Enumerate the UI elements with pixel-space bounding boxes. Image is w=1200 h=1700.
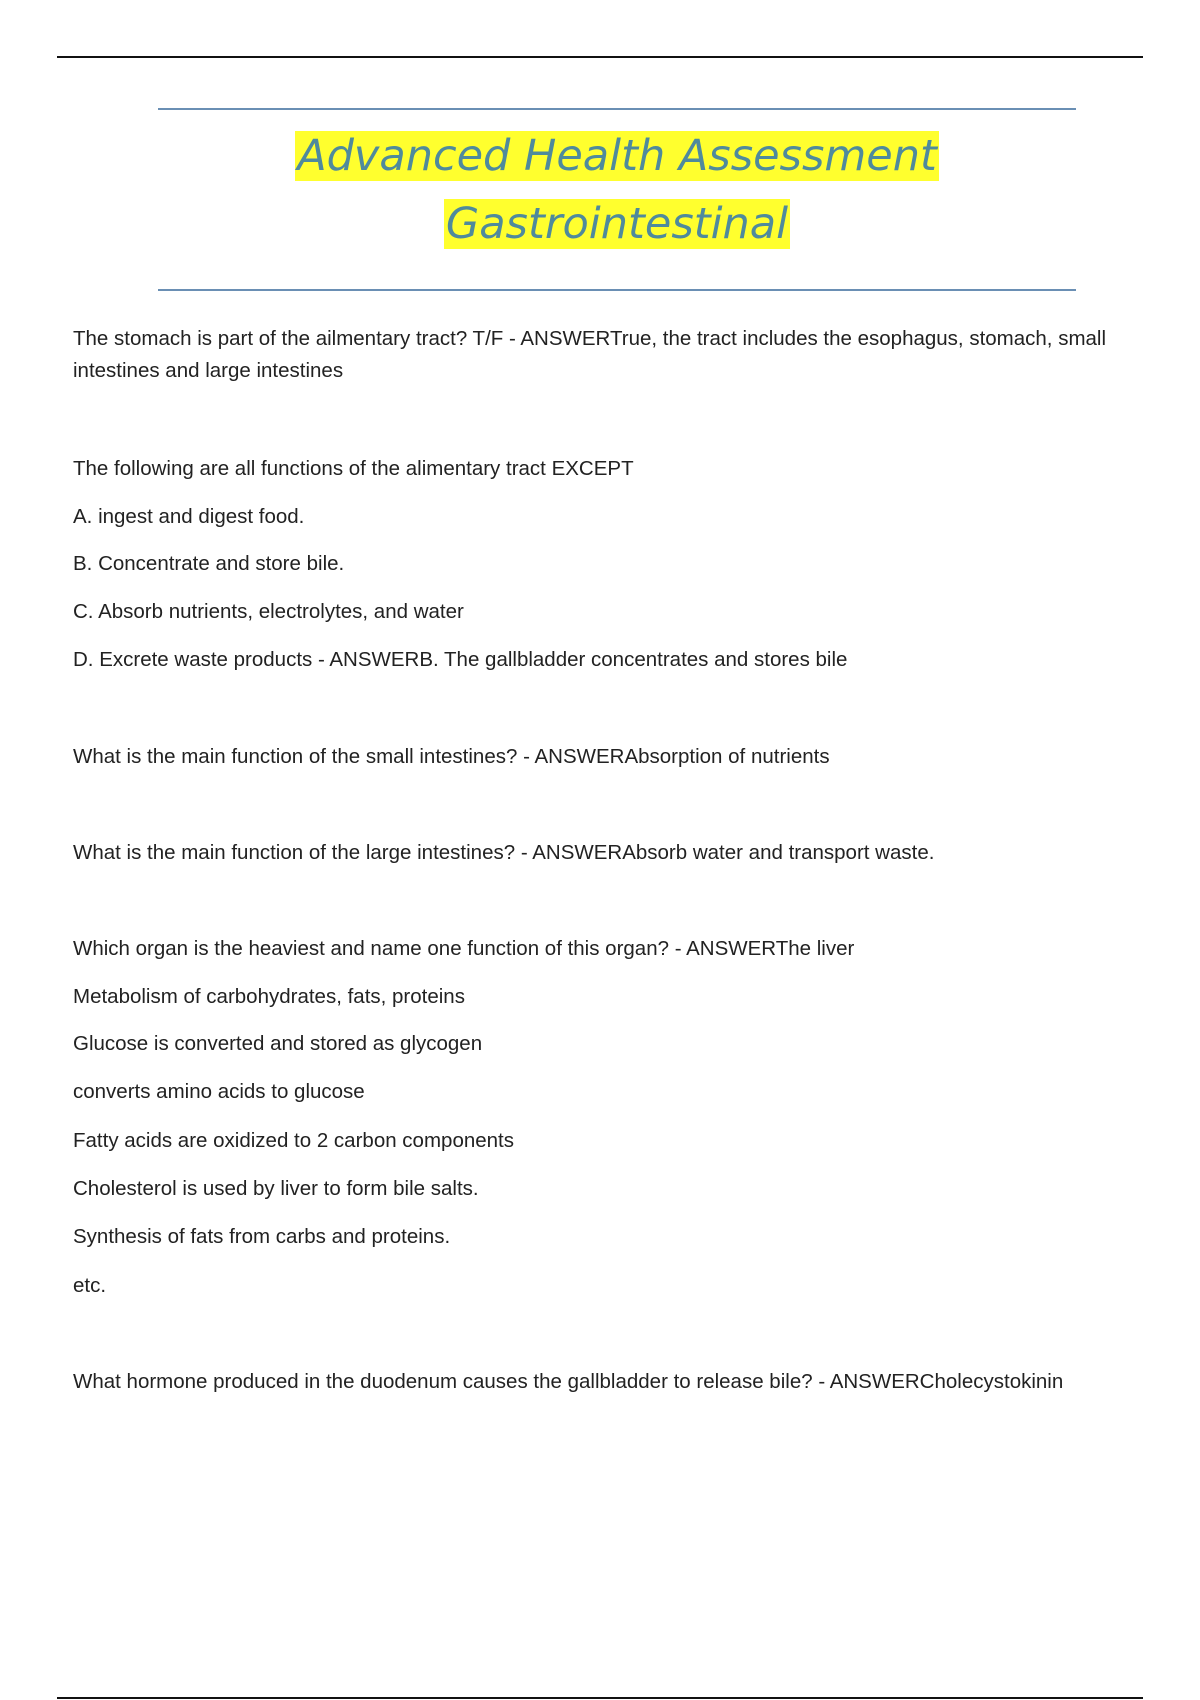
liver-function-line: etc. bbox=[73, 1274, 107, 1297]
liver-function-line: Fatty acids are oxidized to 2 carbon components bbox=[73, 1129, 514, 1152]
title-bottom-divider bbox=[158, 289, 1076, 291]
question-heaviest-organ: Which organ is the heaviest and name one function of this organ? - ANSWERThe liver bbox=[73, 937, 855, 960]
question-stomach: The stomach is part of the ailmentary tract? T/F - ANSWERTrue, the tract includes the esophagus, stomach, small intestines and large intestines bbox=[73, 327, 1107, 382]
page-top-rule bbox=[57, 56, 1143, 58]
title-line-2: Gastrointestinal bbox=[445, 199, 789, 249]
liver-function-line: Glucose is converted and stored as glycogen bbox=[73, 1032, 483, 1055]
title-line-1: Advanced Health Assessment bbox=[297, 131, 937, 181]
document-title bbox=[158, 122, 1076, 258]
title-top-divider bbox=[158, 108, 1076, 110]
question-duodenum-hormone: What hormone produced in the duodenum causes the gallbladder to release bile? - ANSWERCholecystokinin bbox=[73, 1370, 1064, 1393]
option-a: A. ingest and digest food. bbox=[73, 505, 305, 528]
liver-function-line: Cholesterol is used by liver to form bile salts. bbox=[73, 1177, 479, 1200]
option-d: D. Excrete waste products - ANSWERB. The gallbladder concentrates and stores bile bbox=[73, 648, 848, 671]
question-small-intestines: What is the main function of the small intestines? - ANSWERAbsorption of nutrients bbox=[73, 745, 830, 768]
question-functions-stem: The following are all functions of the alimentary tract EXCEPT bbox=[73, 457, 634, 480]
liver-function-line: Synthesis of fats from carbs and proteins. bbox=[73, 1225, 451, 1248]
question-large-intestines: What is the main function of the large intestines? - ANSWERAbsorb water and transport waste. bbox=[73, 841, 935, 864]
option-c: C. Absorb nutrients, electrolytes, and water bbox=[73, 600, 464, 623]
liver-function-line: Metabolism of carbohydrates, fats, proteins bbox=[73, 985, 465, 1008]
option-b: B. Concentrate and store bile. bbox=[73, 552, 345, 575]
page-bottom-rule bbox=[57, 1697, 1143, 1699]
liver-function-line: converts amino acids to glucose bbox=[73, 1080, 365, 1103]
